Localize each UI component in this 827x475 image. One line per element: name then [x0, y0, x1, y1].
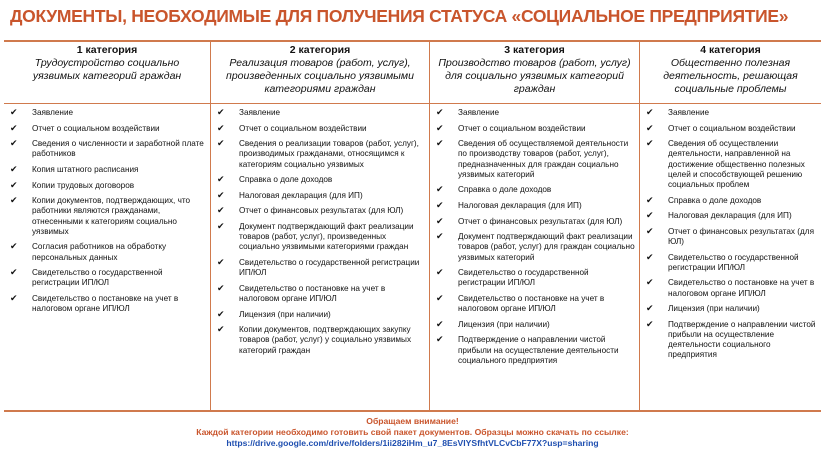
document-item [436, 217, 635, 227]
check-icon: ✔ [646, 122, 654, 133]
document-item-text: Справка о доле доходов [458, 185, 552, 195]
document-item-text: Свидетельство о государственной регистрации ИП/ЮЛ [239, 257, 420, 278]
document-item-text: Копия штатного расписания [32, 164, 139, 174]
document-item [436, 294, 635, 314]
category-column-4 [639, 42, 821, 410]
document-item [646, 227, 817, 247]
column-header [640, 42, 821, 104]
category-column-1 [4, 42, 210, 410]
document-item-text: Сведения об осуществлении деятельности, направленной на достижение общественно полезных целей и способствующей решению социальных проблем [668, 139, 805, 189]
document-item [10, 108, 206, 118]
document-item-text: Свидетельство о постановке на учет в налоговом органе ИП/ЮЛ [32, 293, 179, 314]
check-icon: ✔ [436, 318, 444, 329]
check-icon: ✔ [217, 324, 225, 335]
document-item-text: Документ подтверждающий факт реализации товаров (работ, услуг), произведенных социально уязвимыми категориями граждан [239, 221, 414, 252]
document-item [436, 139, 635, 180]
category-label: 1 категория [76, 44, 138, 56]
documents-list [640, 104, 821, 361]
category-description: Производство товаров (работ, услуг) для социально уязвимых категорий граждан [438, 57, 631, 95]
documents-table [4, 40, 821, 412]
document-item [10, 196, 206, 237]
documents-list [430, 104, 639, 366]
document-item-text: Заявление [668, 108, 710, 117]
check-icon: ✔ [436, 138, 444, 149]
check-icon: ✔ [10, 122, 18, 133]
notice [4, 416, 821, 449]
document-item [436, 232, 635, 263]
check-icon: ✔ [436, 292, 444, 303]
check-icon: ✔ [646, 107, 654, 117]
document-item [217, 325, 425, 356]
document-item-text: Свидетельство о постановке на учет в налоговом органе ИП/ЮЛ [668, 278, 815, 298]
document-item-text: Сведения об осуществляемой деятельности по производству товаров (работ, услуг), предназначенных для граждан социально уязвимых категорий [458, 139, 629, 179]
check-icon: ✔ [436, 215, 444, 226]
document-item [646, 253, 817, 273]
document-item-text: Документ подтверждающий факт реализации товаров (работ, услуг) для граждан социально уязвимых категорий [458, 232, 635, 262]
check-icon: ✔ [217, 107, 225, 117]
document-item [217, 310, 425, 320]
document-item [10, 124, 206, 134]
document-item-text: Свидетельство о государственной регистрации ИП/ЮЛ [458, 268, 589, 288]
document-item-text: Справка о доле доходов [239, 175, 333, 185]
document-item-text: Отчет о финансовых результатах (для ЮЛ) [239, 206, 404, 216]
check-icon: ✔ [646, 251, 654, 262]
check-icon: ✔ [646, 225, 654, 236]
document-item [217, 284, 425, 304]
check-icon: ✔ [646, 303, 654, 314]
document-item [217, 108, 425, 118]
category-description: Реализация товаров (работ, услуг), произведенных социально уязвимыми категориями граждан [226, 57, 414, 95]
documents-list [4, 104, 210, 314]
document-item [646, 124, 817, 134]
document-item [646, 320, 817, 361]
document-item [217, 191, 425, 201]
column-header [4, 42, 210, 104]
check-icon: ✔ [217, 308, 225, 319]
document-item-text: Лицензия (при наличии) [458, 319, 550, 329]
document-item [10, 268, 206, 288]
document-item-text: Копии документов, подтверждающих, что работники являются гражданами, отнесенными к категориям социально уязвимых [32, 196, 191, 236]
check-icon: ✔ [217, 220, 225, 231]
document-item [436, 268, 635, 288]
document-item [10, 165, 206, 175]
document-item [436, 185, 635, 195]
document-item-text: Сведения о численности и заработной плате работников [32, 139, 204, 159]
document-item-text: Справка о доле доходов [668, 195, 762, 205]
document-item [436, 335, 635, 366]
category-label: 2 категория [289, 44, 351, 56]
check-icon: ✔ [217, 122, 225, 133]
document-item [436, 124, 635, 134]
check-icon: ✔ [217, 205, 225, 216]
document-item-text: Отчет о финансовых результатах (для ЮЛ) [668, 226, 814, 246]
document-item [217, 124, 425, 134]
check-icon: ✔ [436, 267, 444, 278]
check-icon: ✔ [10, 107, 18, 117]
check-icon: ✔ [217, 282, 225, 293]
document-item-text: Заявление [458, 108, 500, 117]
document-item [646, 139, 817, 190]
document-item [646, 108, 817, 118]
document-item [217, 258, 425, 278]
check-icon: ✔ [10, 195, 18, 206]
document-item-text: Подтверждение о направлении чистой прибыли на осуществление деятельности социального предприятия [668, 319, 816, 360]
document-item [217, 175, 425, 185]
check-icon: ✔ [436, 199, 444, 210]
document-item-text: Свидетельство о постановке на учет в налоговом органе ИП/ЮЛ [239, 283, 386, 303]
document-item-text: Отчет о социальном воздействии [458, 123, 586, 133]
notice-heading: Обращаем внимание! [366, 416, 459, 426]
document-item-text: Заявление [239, 108, 281, 117]
check-icon: ✔ [646, 318, 654, 329]
category-column-3 [429, 42, 639, 410]
document-item [217, 139, 425, 170]
notice-text: Каждой категории необходимо готовить свой пакет документов. Образцы можно скачать по ссылке: [196, 427, 629, 437]
document-item-text: Сведения о реализации товаров (работ, услуг), производимых гражданами, относящимся к категориям социально уязвимых [239, 139, 419, 169]
check-icon: ✔ [436, 231, 444, 242]
check-icon: ✔ [10, 179, 18, 190]
category-description: Трудоустройство социально уязвимых категорий граждан [32, 57, 182, 82]
document-item-text: Согласия работников на обработку персональных данных [32, 242, 167, 262]
page-title: ДОКУМЕНТЫ, НЕОБХОДИМЫЕ ДЛЯ ПОЛУЧЕНИЯ СТАТУСА «СОЦИАЛЬНОЕ ПРЕДПРИЯТИЕ» [10, 6, 789, 26]
document-item-text: Свидетельство о постановке на учет в налоговом органе ИП/ЮЛ [458, 293, 605, 314]
document-item-text: Отчет о социальном воздействии [239, 123, 367, 133]
document-item-text: Налоговая декларация (для ИП) [668, 211, 792, 221]
check-icon: ✔ [10, 138, 18, 149]
document-item [217, 206, 425, 216]
document-item-text: Свидетельство о государственной регистрации ИП/ЮЛ [32, 268, 163, 288]
document-item [436, 320, 635, 330]
check-icon: ✔ [646, 138, 654, 149]
check-icon: ✔ [646, 194, 654, 205]
document-item-text: Лицензия (при наличии) [668, 304, 760, 314]
document-item-text: Налоговая декларация (для ИП) [239, 190, 363, 200]
document-item-text: Заявление [32, 108, 74, 117]
document-item [10, 139, 206, 159]
check-icon: ✔ [646, 210, 654, 221]
check-icon: ✔ [436, 122, 444, 133]
check-icon: ✔ [436, 334, 444, 345]
documents-list [211, 104, 429, 356]
category-label: 4 категория [700, 44, 761, 56]
document-item-text: Отчет о финансовых результатах (для ЮЛ) [458, 216, 623, 226]
document-item [217, 222, 425, 253]
check-icon: ✔ [436, 107, 444, 117]
column-header [430, 42, 639, 104]
category-label: 3 категория [504, 44, 565, 56]
check-icon: ✔ [10, 267, 18, 278]
document-item [10, 294, 206, 314]
document-item-text: Подтверждение о направлении чистой прибыли на осуществление деятельности социального предприятия [458, 335, 619, 365]
document-item-text: Отчет о социальном воздействии [668, 123, 796, 133]
document-item [10, 181, 206, 191]
category-column-2 [210, 42, 429, 410]
check-icon: ✔ [436, 184, 444, 195]
check-icon: ✔ [10, 241, 18, 252]
document-item [10, 242, 206, 262]
document-item-text: Налоговая декларация (для ИП) [458, 200, 582, 210]
document-item-text: Свидетельство о государственной регистрации ИП/ЮЛ [668, 252, 799, 272]
check-icon: ✔ [646, 277, 654, 288]
document-item [646, 278, 817, 298]
check-icon: ✔ [217, 189, 225, 200]
document-item [436, 108, 635, 118]
samples-link[interactable]: https://drive.google.com/drive/folders/1ii282iHm_u7_8EsVIYSfhtVLCvCbF77X?usp=sharing [226, 438, 599, 448]
document-item-text: Копии документов, подтверждающих закупку товаров (работ, услуг) у социально уязвимых категорий граждан [239, 325, 412, 355]
check-icon: ✔ [10, 163, 18, 174]
check-icon: ✔ [10, 292, 18, 303]
check-icon: ✔ [217, 256, 225, 267]
document-item [646, 211, 817, 221]
document-item-text: Отчет о социальном воздействии [32, 123, 160, 133]
category-description: Общественно полезная деятельность, решающая социальные проблемы [663, 57, 798, 95]
document-item [646, 196, 817, 206]
document-item-text: Лицензия (при наличии) [239, 309, 331, 319]
column-header [211, 42, 429, 104]
document-item [436, 201, 635, 211]
check-icon: ✔ [217, 174, 225, 185]
document-item [646, 304, 817, 314]
check-icon: ✔ [217, 138, 225, 149]
document-item-text: Копии трудовых договоров [32, 180, 135, 190]
